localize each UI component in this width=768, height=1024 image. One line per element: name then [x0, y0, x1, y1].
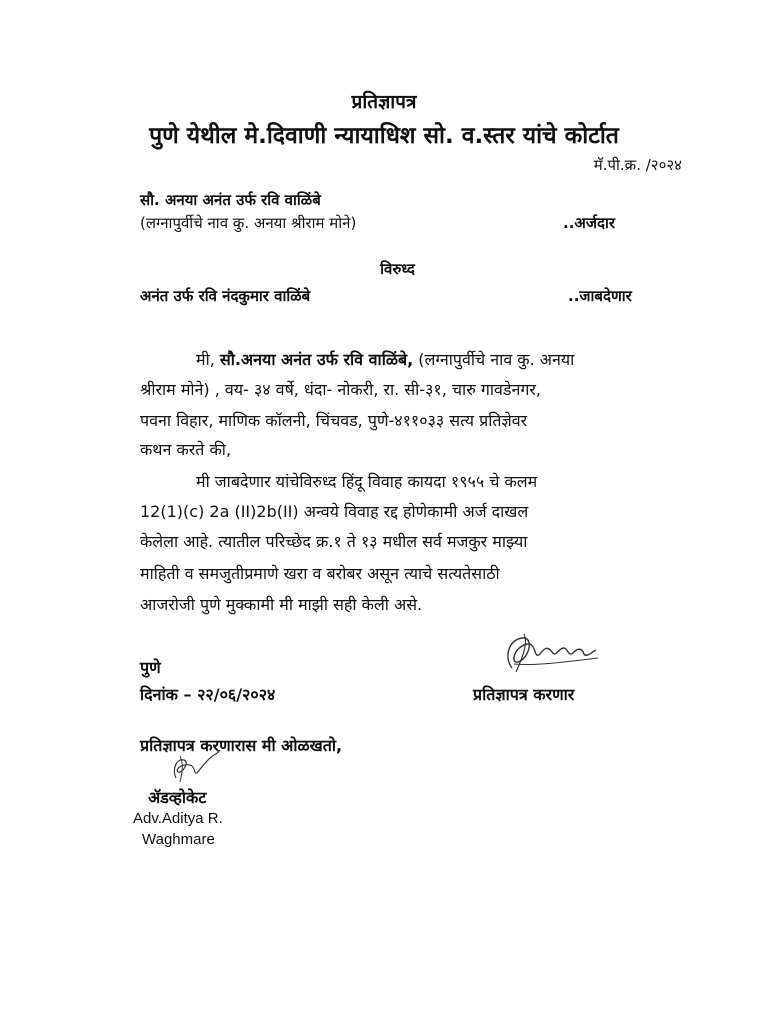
- respondent-role: ..जाबदेणार: [568, 287, 632, 305]
- advocate-name-line-1: Adv.Aditya R.: [133, 810, 223, 827]
- advocate-title: ॲडव्होकेट: [148, 788, 207, 807]
- case-number: मॅ.पी.क्र. /२०२४: [593, 156, 682, 174]
- versus-label: विरुध्द: [380, 260, 415, 278]
- document-title: प्रतिज्ञापत्र: [351, 91, 417, 113]
- paragraph-text: (लग्नापुर्वीचे नाव कु. अनया: [413, 350, 575, 369]
- respondent-name: अनंत उर्फ रवि नंदकुमार वाळिंबे: [140, 287, 311, 305]
- applicant-maiden-name: (लग्नापुर्वीचे नाव कु. अनया श्रीराम मोने): [140, 214, 357, 232]
- deponent-signature: [494, 628, 606, 676]
- paragraph-text: मी,: [196, 350, 220, 369]
- paragraph-1-line-1: [196, 348, 574, 370]
- paragraph-2-line-3: केलेला आहे. त्यातील परिच्छेद क्र.१ ते १३ मधील सर्व मजकुर माझ्या: [140, 532, 528, 551]
- paragraph-2-line-2: 12(1)(c) 2a (II)2b(II) अन्वये विवाह रद्द होणेकामी अर्ज दाखल: [140, 502, 529, 521]
- paragraph-1-line-4: कथन करते की,: [140, 440, 232, 459]
- paragraph-2-line-1: मी जाबदेणार यांचेविरुध्द हिंदू विवाह कायदा १९५५ चे कलम: [196, 472, 538, 491]
- date-line: दिनांक – २२/०६/२०२४: [140, 685, 276, 704]
- advocate-name-line-2: Waghmare: [142, 831, 215, 848]
- paragraph-1-line-3: पवना विहार, माणिक कॉलनी, चिंचवड, पुणे-४११०३३ सत्य प्रतिज्ञेवर: [140, 411, 528, 430]
- identification-statement: प्रतिज्ञापत्र करणारास मी ओळखतो,: [140, 736, 343, 755]
- deponent-label: प्रतिज्ञापत्र करणार: [473, 685, 575, 704]
- applicant-role: ..अर्जदार: [563, 214, 615, 232]
- paragraph-2-line-4: माहिती व समजुतीप्रमाणे खरा व बरोबर असून त्याचे सत्यतेसाठी: [140, 564, 500, 583]
- advocate-signature: [166, 748, 224, 784]
- paragraph-2-line-5: आजरोजी पुणे मुक्कामी मी माझी सही केली असे.: [140, 595, 423, 614]
- place-label: पुणे: [140, 658, 161, 677]
- paragraph-1-line-2: श्रीराम मोने) , वय- ३४ वर्षे, धंदा- नोकरी, रा. सी-३१, चारु गावडेनगर,: [140, 380, 541, 399]
- deponent-name-bold: सौ.अनया अनंत उर्फ रवि वाळिंबे,: [219, 350, 414, 369]
- court-heading: पुणे येथील मे.दिवाणी न्यायाधिश सो. व.स्तर यांचे कोर्टात: [149, 123, 619, 149]
- applicant-name: सौ. अनया अनंत उर्फ रवि वाळिंबे: [140, 191, 321, 209]
